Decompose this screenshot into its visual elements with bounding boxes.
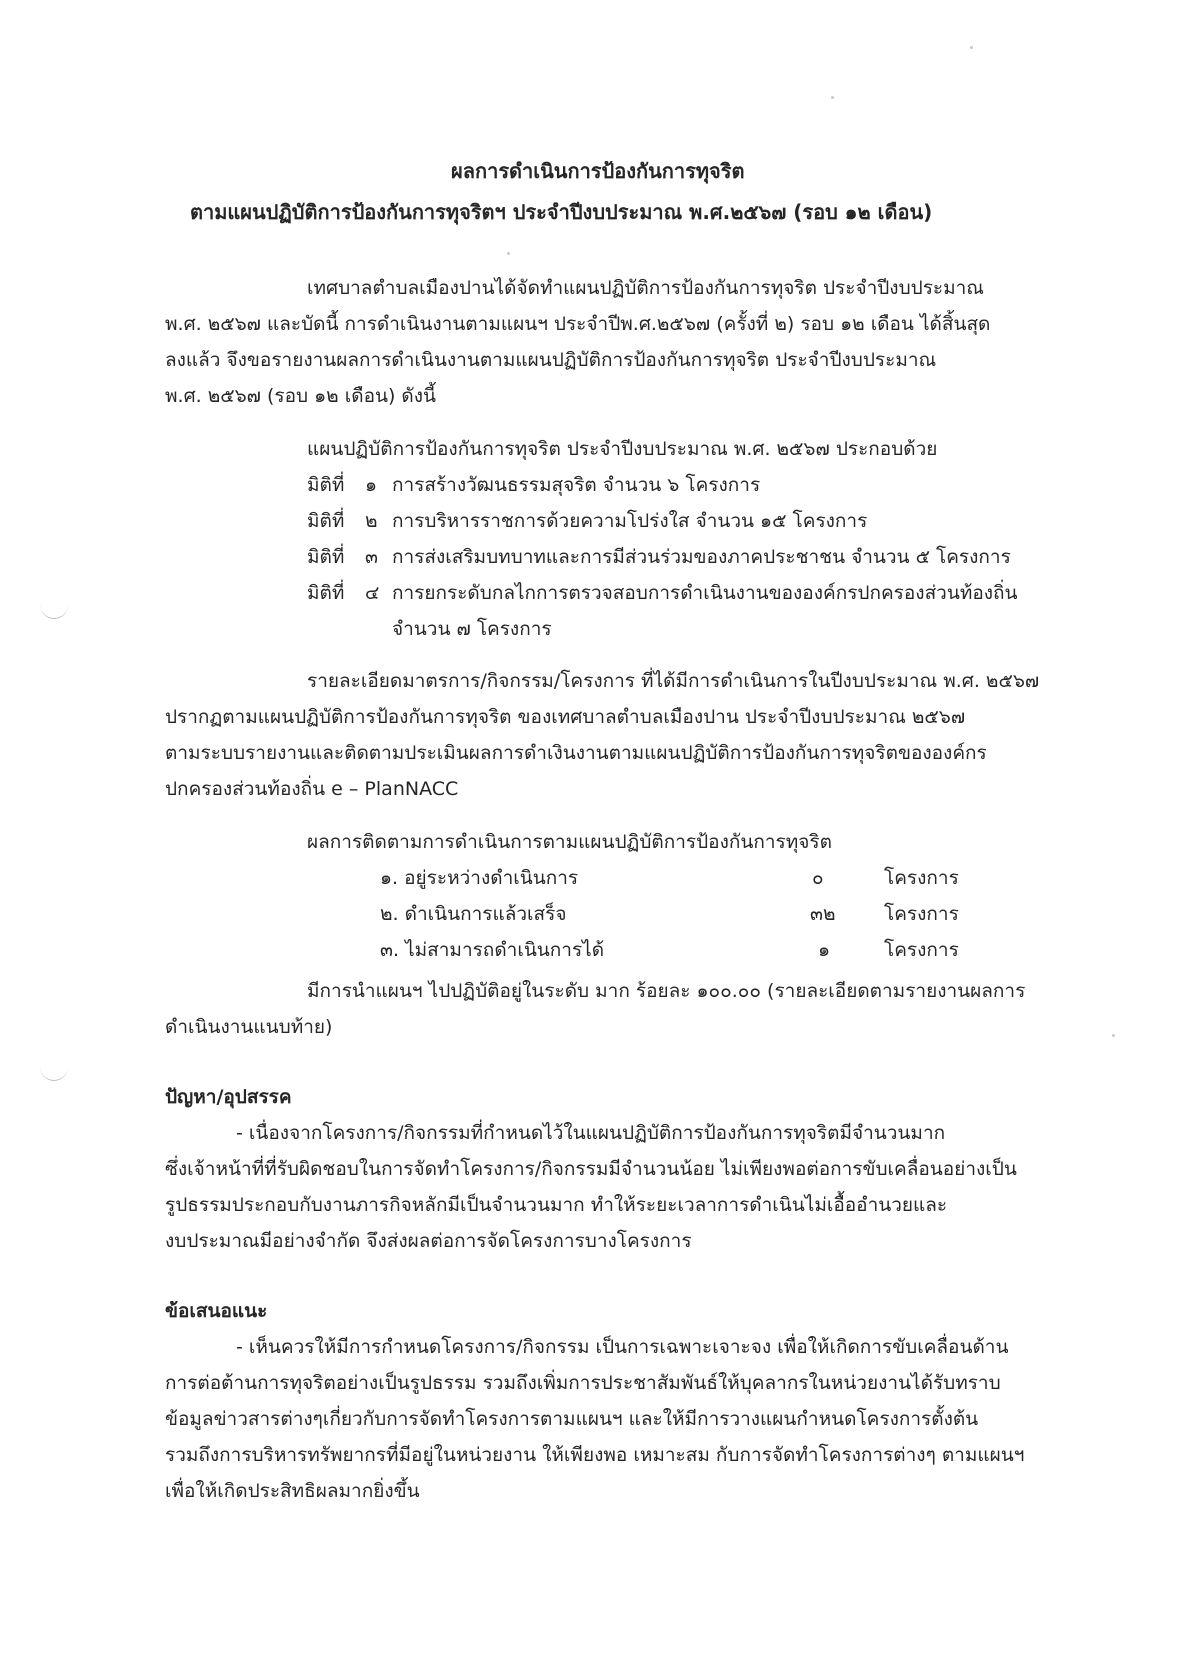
page-subtitle: ตามแผนปฏิบัติการป้องกันการทุจริตฯ ประจำปีงบประมาณ พ.ศ.๒๕๖๗ (รอบ ๑๒ เดือน) (190, 200, 933, 224)
scan-speck (507, 252, 510, 255)
intro-line: ลงแล้ว จึงขอรายงานผลการดำเนินงานตามแผนปฏิบัติการป้องกันการทุจริต ประจำปีงบประมาณ (165, 349, 937, 371)
suggestions-line: การต่อต้านการทุจริตอย่างเป็นรูปธรรม รวมถึงเพิ่มการประชาสัมพันธ์ให้บุคลากรในหน่วยงานได้รับทราบ (165, 1372, 1001, 1394)
problems-line: งบประมาณมีอย่างจำกัด จึงส่งผลต่อการจัดโครงการบางโครงการ (165, 1230, 692, 1252)
followup-item-unit: โครงการ (884, 867, 959, 889)
dimension-text: การส่งเสริมบทบาทและการมีส่วนร่วมของภาคประชาชน จำนวน ๕ โครงการ (392, 546, 1011, 568)
suggestions-line: รวมถึงการบริหารทรัพยากรที่มีอยู่ในหน่วยงาน ให้เพียงพอ เหมาะสม กับการจัดทำโครงการต่างๆ ตามแผนฯ (165, 1444, 1025, 1466)
page-title: ผลการดำเนินการป้องกันการทุจริต (451, 159, 745, 183)
dimension-text: การบริหารราชการด้วยความโปร่งใส จำนวน ๑๕ โครงการ (392, 510, 868, 532)
dimension-number: ๒ (365, 510, 378, 532)
suggestions-line: - เห็นควรให้มีการกำหนดโครงการ/กิจกรรม เป็นการเฉพาะเจาะจง เพื่อให้เกิดการขับเคลื่อนด้าน (236, 1336, 1009, 1358)
punch-hole-mark (40, 604, 68, 619)
dimension-text: การยกระดับกลไกการตรวจสอบการดำเนินงานขององค์กรปกครองส่วนท้องถิ่น (392, 582, 1018, 604)
dimension-number: ๓ (365, 546, 378, 568)
problems-line: ซึ่งเจ้าหน้าที่ที่รับผิดชอบในการจัดทำโครงการ/กิจกรรมมีจำนวนน้อย ไม่เพียงพอต่อการขับเคลื่อนอย่างเป็น (165, 1158, 1017, 1180)
followup-item-label: ๓. ไม่สามารถดำเนินการได้ (380, 939, 605, 961)
problems-line: รูปธรรมประกอบกับงานภารกิจหลักมีเป็นจำนวนมาก ทำให้ระยะเวลาการดำเนินไม่เอื้ออำนวยและ (165, 1194, 948, 1216)
scan-speck (1112, 1034, 1115, 1037)
followup-item-count: ๐ (812, 867, 824, 889)
dimension-label: มิติที่ (307, 582, 345, 604)
problems-line: - เนื่องจากโครงการ/กิจกรรมที่กำหนดไว้ในแผนปฏิบัติการป้องกันการทุจริตมีจำนวนมาก (236, 1122, 946, 1144)
followup-item-unit: โครงการ (884, 939, 959, 961)
followup-item-unit: โครงการ (884, 903, 959, 925)
suggestions-heading: ข้อเสนอแนะ (165, 1300, 268, 1322)
punch-hole-mark (40, 1066, 68, 1081)
problems-heading: ปัญหา/อุปสรรค (165, 1086, 292, 1108)
followup-item-label: ๒. ดำเนินการแล้วเสร็จ (380, 903, 567, 925)
followup-heading: ผลการติดตามการดำเนินการตามแผนปฏิบัติการป้องกันการทุจริต (307, 831, 832, 853)
intro-line: พ.ศ. ๒๕๖๗ (รอบ ๑๒ เดือน) ดังนี้ (165, 385, 437, 407)
dimension-label: มิติที่ (307, 510, 345, 532)
suggestions-line: ข้อมูลข่าวสารต่างๆเกี่ยวกับการจัดทำโครงการตามแผนฯ และให้มีการวางแผนกำหนดโครงการตั้งต้น (165, 1408, 979, 1430)
dimension-label: มิติที่ (307, 474, 345, 496)
details-line: ปกครองส่วนท้องถิ่น e – PlanNACC (165, 778, 459, 800)
dimension-text: การสร้างวัฒนธรรมสุจริต จำนวน ๖ โครงการ (392, 474, 761, 496)
dimension-text-continued: จำนวน ๗ โครงการ (392, 618, 552, 640)
followup-summary-line: มีการนำแผนฯ ไปปฏิบัติอยู่ในระดับ มาก ร้อยละ ๑๐๐.๐๐ (รายละเอียดตามรายงานผลการ (307, 980, 1026, 1002)
dimension-number: ๑ (365, 474, 378, 496)
plan-heading: แผนปฏิบัติการป้องกันการทุจริต ประจำปีงบประมาณ พ.ศ. ๒๕๖๗ ประกอบด้วย (307, 438, 938, 460)
followup-item-count: ๓๒ (810, 903, 836, 925)
scan-speck (831, 96, 834, 99)
followup-item-count: ๑ (818, 939, 831, 961)
details-line: ตามระบบรายงานและติดตามประเมินผลการดำเงินงานตามแผนปฏิบัติการป้องกันการทุจริตขององค์กร (165, 742, 987, 764)
dimension-number: ๔ (365, 582, 380, 604)
scan-speck (970, 46, 973, 49)
dimension-label: มิติที่ (307, 546, 345, 568)
followup-item-label: ๑. อยู่ระหว่างดำเนินการ (380, 867, 579, 889)
details-line: รายละเอียดมาตรการ/กิจกรรม/โครงการ ที่ได้มีการดำเนินการในปีงบประมาณ พ.ศ. ๒๕๖๗ (307, 670, 1040, 692)
details-line: ปรากฏตามแผนปฏิบัติการป้องกันการทุจริต ของเทศบาลตำบลเมืองปาน ประจำปีงบประมาณ ๒๕๖๗ (165, 706, 966, 728)
suggestions-line: เพื่อให้เกิดประสิทธิผลมากยิ่งขึ้น (165, 1480, 420, 1502)
followup-summary-line: ดำเนินงานแนบท้าย) (165, 1016, 333, 1038)
intro-line: เทศบาลตำบลเมืองปานได้จัดทำแผนปฏิบัติการป้องกันการทุจริต ประจำปีงบประมาณ (307, 277, 984, 299)
intro-line: พ.ศ. ๒๕๖๗ และบัดนี้ การดำเนินงานตามแผนฯ ประจำปีพ.ศ.๒๕๖๗ (ครั้งที่ ๒) รอบ ๑๒ เดือน ได้สิ้นสุด (165, 313, 991, 335)
